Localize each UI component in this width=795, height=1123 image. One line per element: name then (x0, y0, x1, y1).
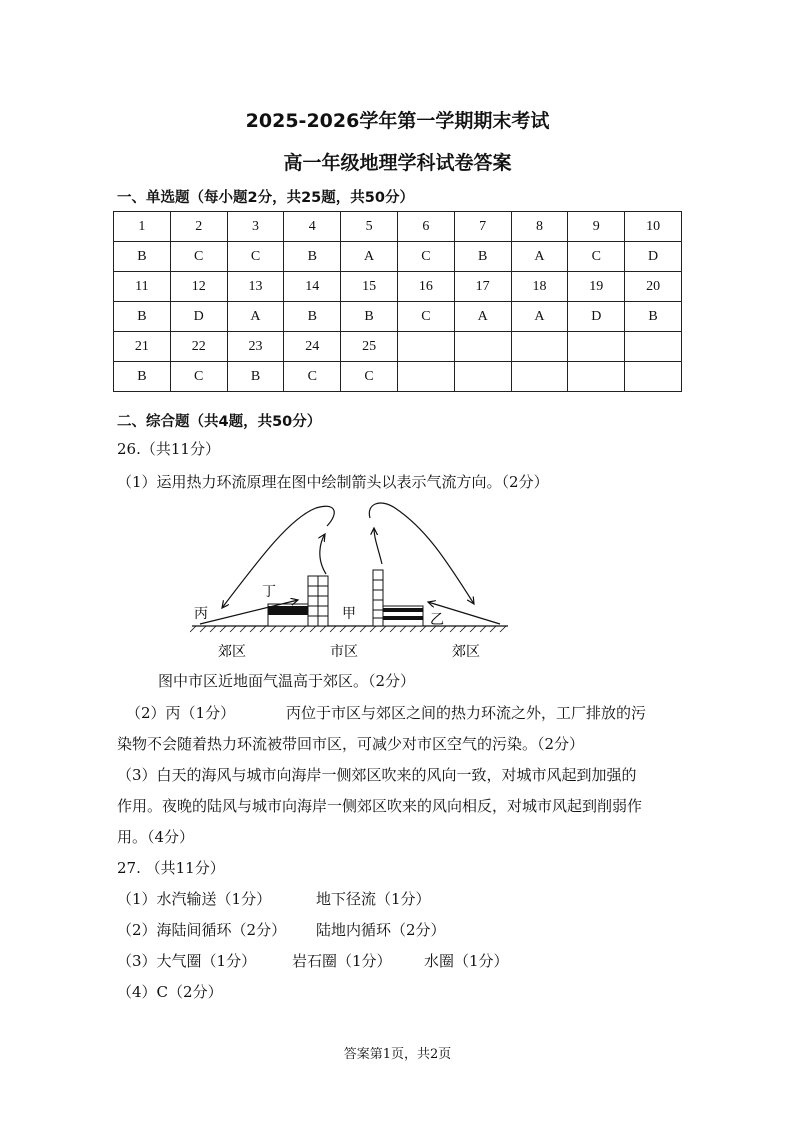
factory-ding (268, 604, 308, 626)
residential-blocks (383, 606, 423, 626)
answer-cell: C (284, 362, 341, 392)
answer-cell: A (227, 302, 284, 332)
page-footer: 答案第1页，共2页 (343, 1047, 452, 1062)
answer-cell: C (170, 362, 227, 392)
question-number-cell: 20 (625, 272, 682, 302)
q27-answer1b: 地下径流（1分） (316, 890, 431, 908)
label-bing: 丙 (194, 606, 208, 622)
question-number-cell: 17 (454, 272, 511, 302)
q26-part1-answer: 图中市区近地面气温高于郊区。（2分） (158, 672, 416, 690)
question-number-row (114, 212, 682, 242)
question-number-cell: 7 (454, 212, 511, 242)
question-number-cell: 23 (227, 332, 284, 362)
answer-cell: B (114, 302, 171, 332)
answer-row (114, 242, 682, 272)
answer-cell: C (568, 242, 625, 272)
answer-cell: A (511, 302, 568, 332)
question-number-row (114, 272, 682, 302)
ground-hatching (190, 626, 506, 632)
question-number-cell: 13 (227, 272, 284, 302)
question-number-cell (454, 332, 511, 362)
question-number-cell: 25 (341, 332, 398, 362)
q26-part3-line3: 用。（4分） (117, 828, 195, 846)
answer-cell (625, 362, 682, 392)
q26-part3-line1: （3）白天的海风与城市向海岸一侧郊区吹来的风向一致，对城市风起到加强的 (117, 766, 637, 784)
question-number-cell (511, 332, 568, 362)
label-yi: 乙 (430, 612, 444, 628)
question-number-cell: 9 (568, 212, 625, 242)
question-number-cell: 10 (625, 212, 682, 242)
answer-cell: C (397, 302, 454, 332)
answer-cell (454, 362, 511, 392)
q27-answer3b: 岩石圈（1分） (292, 952, 392, 970)
answer-cell: D (170, 302, 227, 332)
answer-cell: B (114, 242, 171, 272)
question-number-cell: 8 (511, 212, 568, 242)
exam-subtitle: 高一年级地理学科试卷答案 (283, 152, 512, 174)
q26-part3-line2: 作用。夜晚的陆风与城市向海岸一侧郊区吹来的风向相反，对城市风起到削弱作 (117, 797, 643, 815)
answer-cell: D (568, 302, 625, 332)
thermal-circulation-diagram (190, 498, 510, 663)
question-number-cell: 19 (568, 272, 625, 302)
q27-answer4: （4）C（2分） (117, 983, 223, 1001)
label-suburb-right: 郊区 (452, 644, 480, 660)
question-number-cell: 21 (114, 332, 171, 362)
section2-heading: 二、综合题（共4题，共50分） (117, 414, 322, 430)
answer-cell: C (227, 242, 284, 272)
city-building-left (308, 576, 328, 626)
question-number-cell (625, 332, 682, 362)
question-number-cell: 22 (170, 332, 227, 362)
answer-cell: B (454, 242, 511, 272)
q27-answer2b: 陆地内循环（2分） (316, 921, 446, 939)
section1-heading: 一、单选题（每小题2分，共25题，共50分） (117, 190, 414, 206)
label-jia: 甲 (342, 606, 356, 622)
question-number-cell: 14 (284, 272, 341, 302)
question-number-cell: 12 (170, 272, 227, 302)
answer-cell: D (625, 242, 682, 272)
answer-cell (511, 362, 568, 392)
question-number-cell: 2 (170, 212, 227, 242)
q27-answer3c: 水圈（1分） (424, 952, 509, 970)
q27-answer1: （1）水汽输送（1分） (117, 890, 272, 908)
answer-cell: B (284, 242, 341, 272)
city-building-right (373, 570, 383, 626)
answer-cell: B (114, 362, 171, 392)
label-ding: 丁 (262, 584, 276, 600)
label-suburb-left: 郊区 (218, 644, 246, 660)
question-number-cell: 18 (511, 272, 568, 302)
question-number-cell: 4 (284, 212, 341, 242)
answer-cell: C (170, 242, 227, 272)
question-number-cell: 24 (284, 332, 341, 362)
answer-cell: B (341, 302, 398, 332)
q27-answer2: （2）海陆间循环（2分） (117, 921, 287, 939)
q26-part2-reason-cont: 染物不会随着热力环流被带回市区，可减少对市区空气的污染。（2分） (117, 735, 585, 753)
answer-row (114, 302, 682, 332)
answer-cell: C (397, 242, 454, 272)
q26-part2-answer: （2）丙（1分） (126, 704, 236, 722)
answer-cell: B (625, 302, 682, 332)
question-number-cell: 11 (114, 272, 171, 302)
answer-cell: B (284, 302, 341, 332)
q26-title: 26.（共11分） (117, 440, 220, 458)
question-number-cell: 15 (341, 272, 398, 302)
answer-table (113, 211, 682, 392)
q27-title: 27. （共11分） (117, 859, 225, 877)
question-number-cell (397, 332, 454, 362)
answer-cell: A (341, 242, 398, 272)
answer-row (114, 362, 682, 392)
question-number-row (114, 332, 682, 362)
answer-cell: C (341, 362, 398, 392)
q27-answer3: （3）大气圈（1分） (117, 952, 257, 970)
label-city: 市区 (330, 644, 358, 660)
question-number-cell: 5 (341, 212, 398, 242)
answer-cell: B (227, 362, 284, 392)
question-number-cell (568, 332, 625, 362)
question-number-cell: 1 (114, 212, 171, 242)
question-number-cell: 16 (397, 272, 454, 302)
answer-cell (568, 362, 625, 392)
exam-title: 2025-2026学年第一学期期末考试 (245, 110, 550, 132)
question-number-cell: 3 (227, 212, 284, 242)
answer-cell: A (454, 302, 511, 332)
q26-part1: （1）运用热力环流原理在图中绘制箭头以表示气流方向。（2分） (117, 473, 549, 491)
q26-part2-reason: 丙位于市区与郊区之间的热力环流之外，工厂排放的污 (286, 704, 647, 722)
answer-cell (397, 362, 454, 392)
answer-cell: A (511, 242, 568, 272)
question-number-cell: 6 (397, 212, 454, 242)
